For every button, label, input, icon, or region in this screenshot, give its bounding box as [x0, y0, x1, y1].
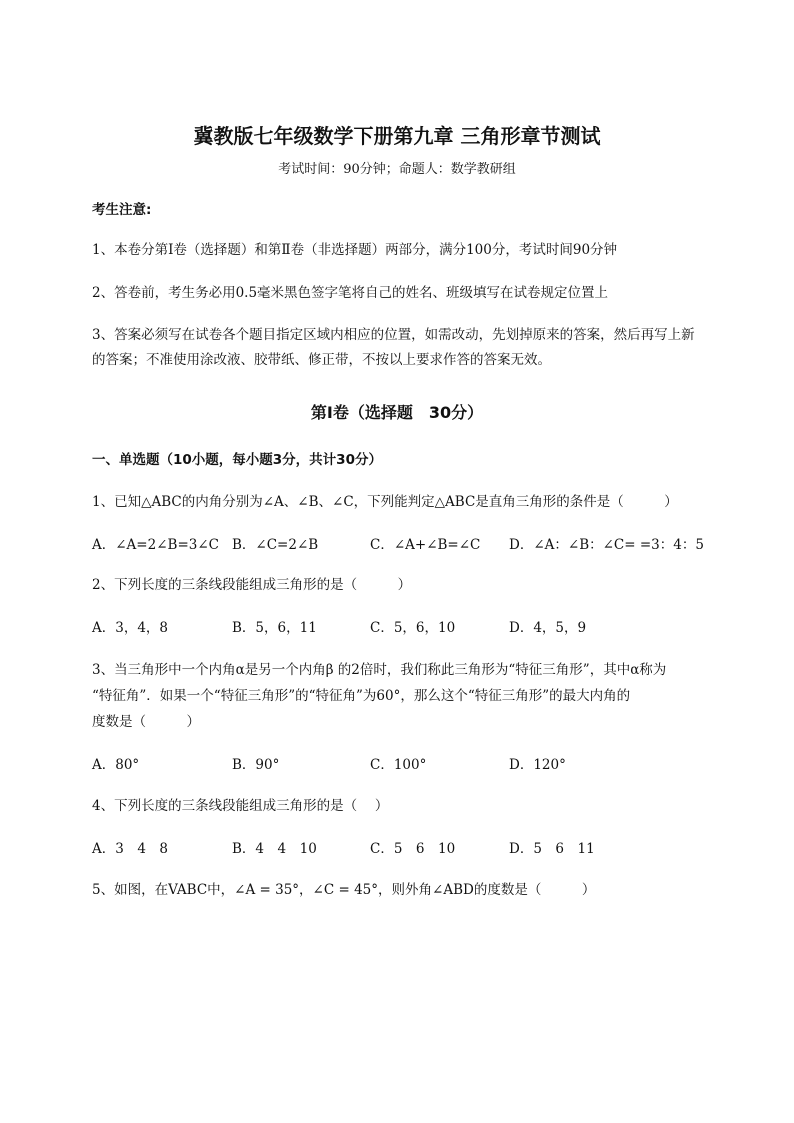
option-c: C．∠A+∠B=∠C — [370, 537, 481, 553]
option-c: C．100° — [370, 757, 427, 773]
option-d: D．4，5，9 — [509, 620, 587, 636]
notice-item: 3、答案必须写在试卷各个题目指定区域内相应的位置，如需改动，先划掉原来的答案，然后再写上新 — [92, 327, 695, 343]
question-2: 2、下列长度的三条线段能组成三角形的是（ ） — [92, 577, 412, 593]
part-heading: 一、单选题（10小题，每小题3分，共计30分） — [92, 452, 382, 468]
question-3: 3、当三角形中一个内角α是另一个内角β 的2倍时，我们称此三角形为“特征三角形”，其中α称为 — [92, 662, 667, 678]
question-3-line-3: 度数是（ ） — [92, 714, 200, 730]
option-a: A．3，4，8 — [92, 620, 169, 636]
option-d: D．120° — [509, 757, 566, 773]
question-3-line-2: “特征角”．如果一个“特征三角形”的“特征角”为60°，那么这个“特征三角形”的最大内角的 — [92, 688, 631, 704]
question-5: 5、如图，在VABC中，∠A = 35°，∠C = 45°，则外角∠ABD的度数是（ ） — [92, 882, 596, 898]
page-subtitle: 考试时间：90分钟；命题人：数学教研组 — [278, 162, 516, 177]
notice-heading: 考生注意: — [92, 202, 152, 218]
section-title: 第I卷（选择题 30分） — [310, 403, 484, 422]
option-a: A．80° — [92, 757, 140, 773]
option-b: B．90° — [232, 757, 280, 773]
option-b: B．4 4 10 — [232, 841, 317, 857]
question-1: 1、已知△ABC的内角分别为∠A、∠B、∠C，下列能判定△ABC是直角三角形的条件是（ ） — [92, 494, 678, 510]
option-a: A．∠A=2∠B=3∠C — [92, 537, 219, 553]
page-title: 冀教版七年级数学下册第九章 三角形章节测试 — [193, 124, 601, 148]
option-c: C．5，6，10 — [370, 620, 456, 636]
notice-item: 1、本卷分第I卷（选择题）和第Ⅱ卷（非选择题）两部分，满分100分，考试时间90分钟 — [92, 242, 618, 258]
option-b: B．5，6，11 — [232, 620, 317, 636]
option-c: C．5 6 10 — [370, 841, 456, 857]
notice-item: 的答案；不准使用涂改液、胶带纸、修正带，不按以上要求作答的答案无效。 — [92, 352, 551, 368]
option-a: A．3 4 8 — [92, 841, 169, 857]
option-d: D．∠A：∠B：∠C= =3：4：5 — [509, 537, 704, 553]
option-d: D．5 6 11 — [509, 841, 595, 857]
notice-item: 2、答卷前，考生务必用0.5毫米黑色签字笔将自己的姓名、班级填写在试卷规定位置上 — [92, 285, 609, 301]
option-b: B．∠C=2∠B — [232, 537, 319, 553]
question-4: 4、下列长度的三条线段能组成三角形的是（ ） — [92, 798, 389, 814]
